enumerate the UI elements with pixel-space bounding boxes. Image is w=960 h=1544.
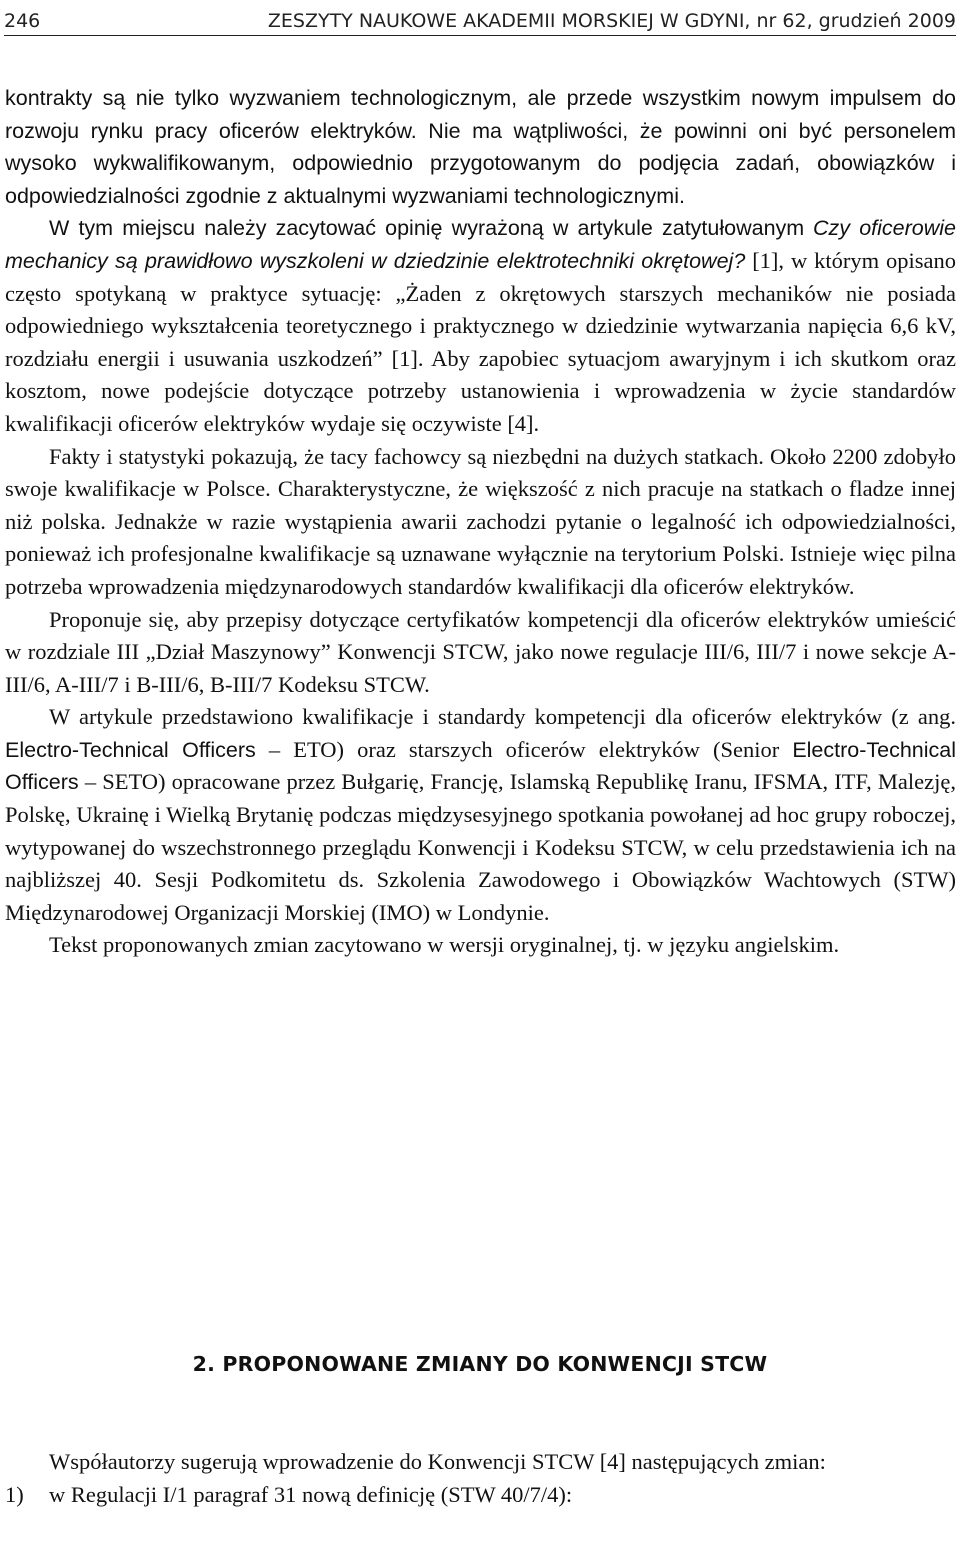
paragraph-5-lead: W artykule przedstawiono kwalifikacje i standardy kompetencji dla oficerów elektryków (z ang. xyxy=(49,704,956,730)
page-number: 246 xyxy=(4,10,41,32)
paragraph-2 xyxy=(5,212,956,440)
paragraph-7: Współautorzy sugerują wprowadzenie do Konwencji STCW [4] następujących zmian: xyxy=(49,1449,826,1474)
body-text xyxy=(5,82,956,962)
paragraph-5 xyxy=(5,701,956,929)
paragraph-1-text: kontrakty są nie tylko wyzwaniem technologicznym, ale przede wszystkim nowym impulsem do rozwoju rynku pracy oficerów elektryków. Nie ma wątpliwości, że powinni oni być personelem wysoko wykwalifikowanym, odpowiednio przygotowanym do podjęcia zadań, obowiązków i odpowiedzialności zgodnie z aktualnymi wyzwaniami technologicznymi. xyxy=(5,86,956,208)
paragraph-6: Tekst proponowanych zmian zacytowano w wersji oryginalnej, tj. w języku angielskim. xyxy=(49,932,840,958)
section-body xyxy=(5,1446,956,1511)
list-item-text: w Regulacji I/1 paragraf 31 nową definicję (STW 40/7/4): xyxy=(49,1481,573,1507)
paragraph-2-lead: W tym miejscu należy zacytować opinię wyrażoną w artykule zatytułowanym xyxy=(49,216,805,241)
seto-term: Electro-Technical Officers xyxy=(5,737,957,795)
paragraph-2-text: [1], w którym opisano często spotykaną w praktyce sytuację: „Żaden z okrętowych starszych mechaników nie posiada odpowiedniego wykształcenia teoretycznego i praktycznego w dziedzinie wytwarzania napięcia 6,6 kV, rozdziału energii i usuwania uszkodzeń” [1]. Aby zapobiec sytuacjom awaryjnym i ich skutkom oraz kosztom, nowe podejście dotyczące potrzeby ustanowienia i wprowadzenia w życie standardów kwalifikacji oficerów elektryków wydaje się oczywiste [4]. xyxy=(5,247,956,436)
list-item xyxy=(5,1479,956,1512)
paragraph-5-mid: – ETO) oraz starszych oficerów elektryków (Senior xyxy=(268,736,780,762)
paragraph-3: Fakty i statystyki pokazują, że tacy fachowcy są niezbędni na dużych statkach. Około 2200 zdobyło swoje kwalifikacje w Polsce. Charakterystyczne, że większość z nich pracuje na statkach o fladze innej niż polska. Jednakże w razie wystąpienia awarii zachodzi pytanie o legalność ich odpowiedzialności, ponieważ ich profesjonalne kwalifikacje są uznawane wyłącznie na terytorium Polski. Istnieje więc pilna potrzeba wprowadzenia międzynarodowych standardów kwalifikacji dla oficerów elektryków. xyxy=(5,443,956,599)
header-rule xyxy=(4,35,956,36)
list-item-number: 1) xyxy=(5,1481,24,1507)
paragraph-5-text: – SETO) opracowane przez Bułgarię, Francję, Islamską Republikę Iranu, IFSMA, ITF, Malezję, Polskę, Ukrainę i Wielką Brytanię podczas międzysesyjnego spotkania powołanej ad hoc grupy roboczej, wytypowanej do wszechstronnego przeglądu Konwencji i Kodeksu STCW, w celu przedstawienia ich na najbliższej 40. Sesji Podkomitetu ds. Szkolenia Zawodowego i Obowiązków Wachtowych (STW) Międzynarodowej Organizacji Morskiej (IMO) w Londynie. xyxy=(5,769,956,925)
page-header xyxy=(4,2,956,32)
section-heading: 2. PROPONOWANE ZMIANY DO KONWENCJI STCW xyxy=(192,1352,768,1376)
paragraph-1 xyxy=(5,82,956,212)
eto-term: Electro-Technical Officers xyxy=(5,737,256,762)
cited-article-title: Czy oficerowie mechanicy są prawidłowo wyszkoleni w dziedzinie elektrotechniki okrętowej? xyxy=(5,216,956,273)
paragraph-4: Proponuje się, aby przepisy dotyczące certyfikatów kompetencji dla oficerów elektryków umieścić w rozdziale III „Dział Maszynowy” Konwencji STCW, jako nowe regulacje III/6, III/7 i nowe sekcje A-III/6, A-III/7 i B-III/6, B-III/7 Kodeksu STCW. xyxy=(5,606,956,697)
journal-title: ZESZYTY NAUKOWE AKADEMII MORSKIEJ W GDYNI, nr 62, grudzień 2009 xyxy=(267,10,956,32)
